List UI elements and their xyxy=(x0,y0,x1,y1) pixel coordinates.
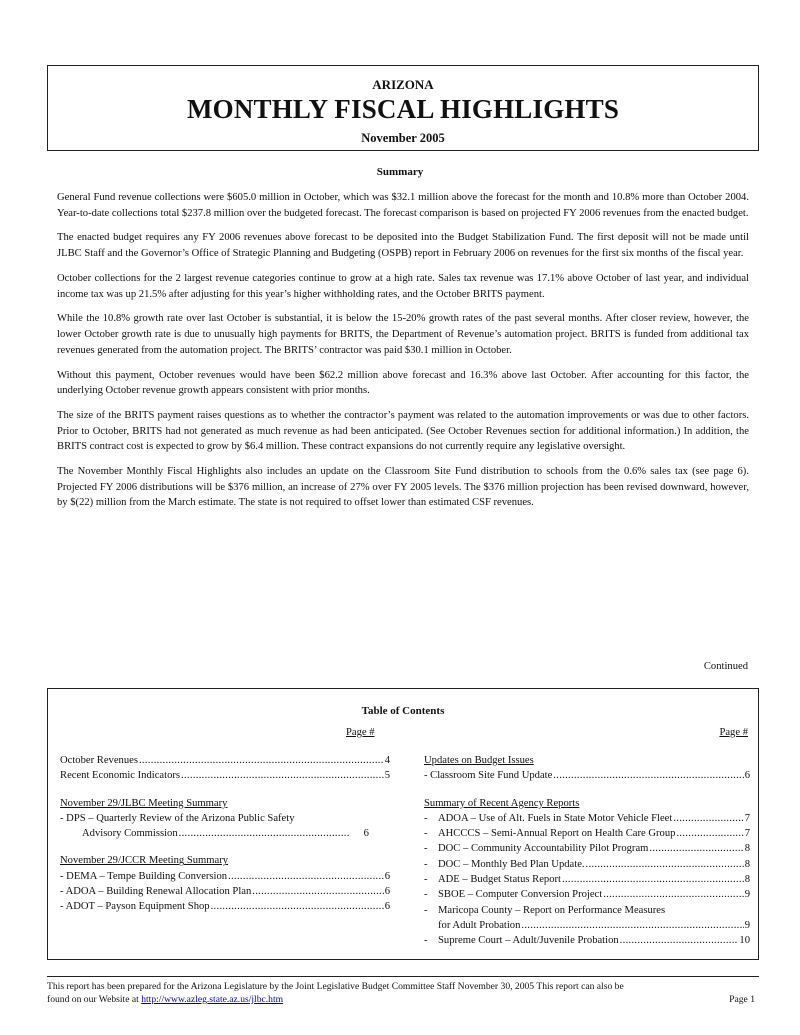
toc-entry-label: - DEMA – Tempe Building Conversion xyxy=(60,870,228,882)
toc-entry[interactable] xyxy=(60,899,390,914)
toc-title: Table of Contents xyxy=(361,705,445,717)
toc-entry-label: ADOA – Use of Alt. Fuels in State Motor Vehicle Fleet xyxy=(438,812,673,824)
footer-divider xyxy=(47,976,759,977)
toc-entry[interactable]: - Supreme Court – Adult/Juvenile Probation ..... 10 xyxy=(424,933,750,948)
toc-entry-page: 6 xyxy=(744,770,750,782)
toc-entry[interactable] xyxy=(60,826,390,841)
toc-entry-label: DOC – Monthly Bed Plan Update. xyxy=(438,858,585,870)
toc-entry-page: 9 xyxy=(744,919,750,931)
toc-entry[interactable]: - DOC – Community Accountability Pilot Program ..... 8 xyxy=(424,841,750,856)
toc-entry-page: 6 xyxy=(363,828,369,840)
toc-entry[interactable]: - ADE – Budget Status Report ..... 8 xyxy=(424,872,750,887)
header-box xyxy=(47,65,759,151)
toc-entry-label: - DPS – Quarterly Review of the Arizona Public Safety xyxy=(60,812,295,824)
footer-text-line-2: found on our Website at http://www.azleg.state.az.us/jlbc.htm xyxy=(47,994,284,1005)
toc-entry-page: 4 xyxy=(384,755,390,766)
toc-entry-label: SBOE – Computer Conversion Project xyxy=(438,889,603,901)
toc-entry-page: 7 xyxy=(744,812,750,824)
toc-section-heading: Summary of Recent Agency Reports xyxy=(424,797,580,809)
toc-entry[interactable] xyxy=(424,768,750,783)
toc-section-heading: November 29/JLBC Meeting Summary xyxy=(60,797,228,809)
toc-section-heading: November 29/JCCR Meeting Summary xyxy=(60,855,229,867)
state-name: ARIZONA xyxy=(372,77,434,92)
toc-entry-page: 8 xyxy=(744,874,750,886)
summary-paragraph: Without this payment, October revenues would have been $62.2 million above forecast and 16.3% above last October. After accounting for this factor, the underlying October revenue growth appears consistent with prior months. xyxy=(57,369,749,397)
toc-entry-page: 6 xyxy=(384,901,390,913)
footer xyxy=(47,980,759,1006)
toc-right-column xyxy=(424,753,750,949)
toc-entry-label: - ADOA – Building Renewal Allocation Plan xyxy=(60,886,252,898)
toc-entry-page: 6 xyxy=(384,870,390,882)
toc-entry[interactable]: - ADOA – Use of Alt. Fuels in State Motor Vehicle Fleet ..... 7 xyxy=(424,811,750,826)
summary-paragraph: October collections for the 2 largest revenue categories continue to grow at a high rate. Sales tax revenue was 17.1% above October of last year, and individual income tax was up 21.5% after adjusting for this year’s higher withholding rates, and the October BRITS payment. xyxy=(57,272,749,300)
summary-body xyxy=(57,190,749,520)
toc-entry-label: Supreme Court – Adult/Juvenile Probation xyxy=(438,935,619,947)
summary-heading: Summary xyxy=(376,166,424,178)
toc-entry[interactable]: - AHCCCS – Semi-Annual Report on Health Care Group ..... 7 xyxy=(424,826,750,841)
toc-section-heading: Updates on Budget Issues xyxy=(424,755,534,766)
toc-entry[interactable] xyxy=(60,869,390,884)
toc-entry-page: 10 xyxy=(739,935,750,947)
summary-paragraph: The enacted budget requires any FY 2006 revenues above forecast to be deposited into the Budget Stabilization Fund. The first deposit will not be made until JLBC Staff and the Governor’s Office of Strategic Planning and Budgeting (OSPB) report in February 2006 on revenues for the first six months of the fiscal year. xyxy=(57,232,749,260)
website-link[interactable]: http://www.azleg.state.az.us/jlbc.htm xyxy=(141,994,284,1005)
continued-label: Continued xyxy=(703,661,748,672)
toc-entry-label: - ADOT – Payson Equipment Shop xyxy=(60,901,210,913)
toc-entry-label: Advisory Commission xyxy=(82,828,178,840)
toc-page-header-right: Page # xyxy=(719,727,748,738)
toc-entry-label: October Revenues xyxy=(60,755,138,766)
toc-entry-label: for Adult Probation xyxy=(438,919,521,931)
toc-entry-label: Recent Economic Indicators xyxy=(60,770,181,782)
toc-entry-label: DOC – Community Accountability Pilot Program xyxy=(438,843,649,855)
toc-entry-page: 6 xyxy=(384,886,390,898)
footer-text: This report has been prepared for the Arizona Legislature by the Joint Legislative Budget Committee Staff November 30, 2005 This report can also be xyxy=(47,981,624,992)
toc-entry-page: 5 xyxy=(384,770,390,782)
toc-entry[interactable] xyxy=(424,918,750,933)
summary-paragraph: General Fund revenue collections were $605.0 million in October, which was $32.1 million above the forecast for the month and 10.8% more than October 2004. Year-to-date collections total $237.8 million over the budgeted forecast. The forecast comparison is based on projected FY 2006 revenues from the enacted budget. xyxy=(57,192,749,219)
toc-entry[interactable] xyxy=(60,768,390,783)
toc-left-column xyxy=(60,753,390,915)
summary-paragraph: The size of the BRITS payment raises questions as to whether the contractor’s payment was related to the automation improvements or was due to other factors. Prior to October, BRITS had not generated as much revenue as had been anticipated. (See October Revenues section for additional information.) In addition, the BRITS contract cost is expected to grow by $6.4 million. These contract expansions do not currently require any legislative oversight. xyxy=(57,410,749,453)
toc-entry-page: 8 xyxy=(744,858,750,870)
toc-entry-label: - Maricopa County – Report on Performance Measures xyxy=(424,904,666,916)
toc-entry-page: 9 xyxy=(744,889,750,901)
toc-entry[interactable] xyxy=(60,753,390,768)
page-title: MONTHLY FISCAL HIGHLIGHTS xyxy=(186,94,620,124)
toc-entry-label: - Classroom Site Fund Update xyxy=(424,770,553,782)
summary-paragraph: While the 10.8% growth rate over last October is substantial, it is below the 15-20% growth rates of the past several months. After closer review, however, the lower October growth rate is due to unusually high payments for BRITS, the Department of Revenue’s automation project. BRITS is funded from additional tax revenues generated from the automation project. The BRITS’ contractor was paid $30.1 million in October. xyxy=(57,313,749,356)
toc-page-header-left: Page # xyxy=(346,727,375,738)
issue-date: November 2005 xyxy=(361,131,445,145)
page-number: Page 1 xyxy=(729,994,755,1005)
table-of-contents xyxy=(47,688,759,960)
toc-entry[interactable]: - SBOE – Computer Conversion Project ..... 9 xyxy=(424,887,750,902)
toc-entry[interactable]: - DOC – Monthly Bed Plan Update. ..... 8 xyxy=(424,857,750,872)
toc-entry-label: AHCCCS – Semi-Annual Report on Health Care Group xyxy=(438,828,676,840)
toc-entry-label: ADE – Budget Status Report xyxy=(438,874,561,886)
toc-entry-page: 8 xyxy=(744,843,750,855)
summary-paragraph: The November Monthly Fiscal Highlights also includes an update on the Classroom Site Fund distribution to schools from the 0.6% sales tax (see page 6). Projected FY 2006 distributions will be $376 million, an increase of 27% over FY 2005 levels. The $376 million projection has been revised downward, however, by $(22) million from the March estimate. The state is not required to offset lower than estimated CSF revenues. xyxy=(57,466,749,509)
toc-entry-page: 7 xyxy=(744,828,750,840)
toc-entry[interactable] xyxy=(60,884,390,899)
